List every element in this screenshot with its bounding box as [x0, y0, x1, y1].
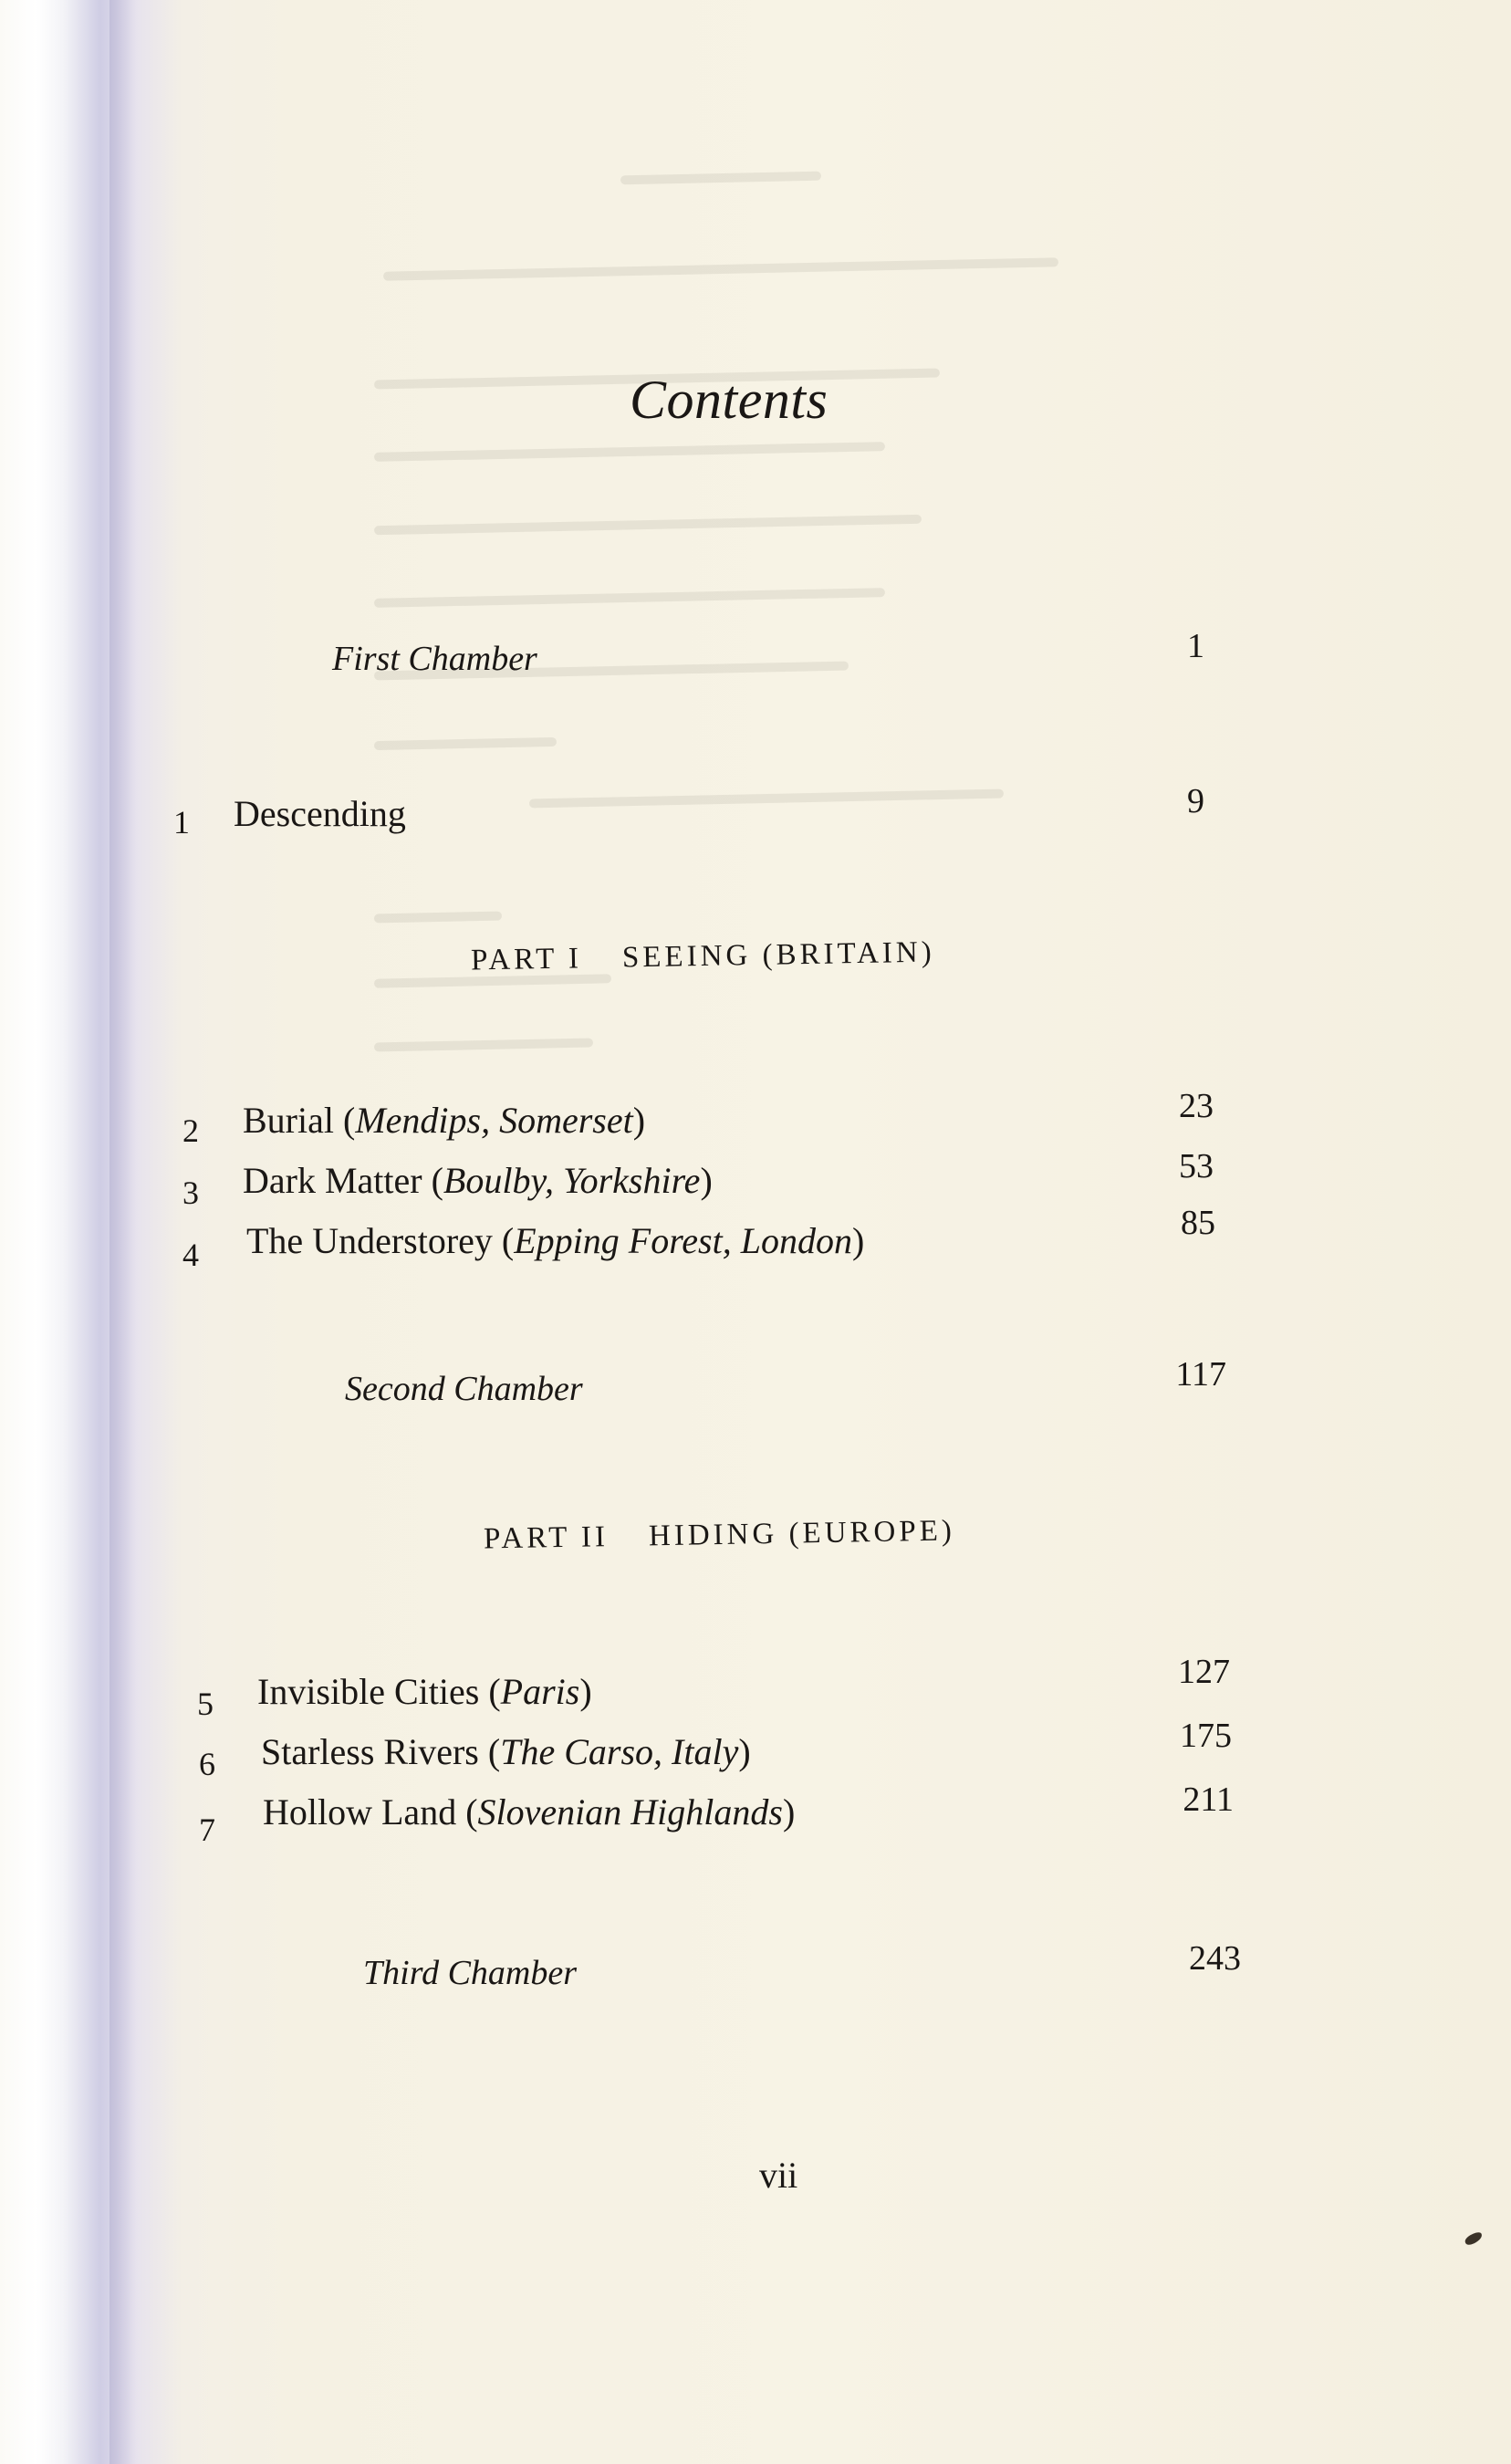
- chapter-name: Dark Matter: [243, 1160, 422, 1201]
- page-number: 85: [1181, 1204, 1215, 1242]
- chapter-number: 5: [197, 1686, 214, 1722]
- chapter-title: Starless Rivers (The Carso, Italy): [261, 1731, 751, 1772]
- chapter-place: Boulby, Yorkshire: [443, 1160, 701, 1201]
- chapter-title: Dark Matter (Boulby, Yorkshire): [243, 1160, 713, 1201]
- part-title: HIDING (EUROPE): [648, 1514, 956, 1553]
- chapter-name: Burial: [243, 1100, 334, 1141]
- chapter-number: 7: [199, 1811, 215, 1848]
- spine-shadow: [109, 0, 137, 2464]
- chapter-name: Starless Rivers: [261, 1731, 479, 1772]
- chamber-title: First Chamber: [332, 640, 537, 678]
- part-heading: [484, 1514, 955, 1556]
- page-number: 211: [1183, 1780, 1234, 1819]
- chapter-name: Invisible Cities: [257, 1671, 480, 1712]
- chapter-place: Slovenian Highlands: [477, 1791, 783, 1832]
- chapter-title: [234, 792, 406, 835]
- page-number: 175: [1180, 1717, 1232, 1755]
- page-title: Contents: [630, 370, 828, 430]
- chapter-place: Epping Forest, London: [514, 1220, 852, 1261]
- page-number: 53: [1179, 1147, 1214, 1185]
- page-number: 9: [1187, 782, 1204, 820]
- chapter-number: 3: [182, 1175, 199, 1211]
- part-heading: [471, 936, 935, 978]
- page-number: 117: [1175, 1355, 1226, 1394]
- page-number: 23: [1179, 1087, 1214, 1125]
- chapter-place: The Carso, Italy: [500, 1731, 739, 1772]
- part-label: PART II: [483, 1520, 610, 1556]
- page-number: 1: [1187, 627, 1204, 665]
- chapter-title: Hollow Land (Slovenian Highlands): [263, 1791, 796, 1832]
- chapter-title: The Understorey (Epping Forest, London): [246, 1220, 865, 1261]
- chapter-name: Descending: [234, 793, 406, 834]
- chamber-title: Second Chamber: [345, 1370, 583, 1408]
- page-number: 243: [1189, 1939, 1241, 1978]
- chapter-title: Burial (Mendips, Somerset): [243, 1100, 646, 1141]
- chapter-place: Paris: [500, 1671, 580, 1712]
- part-title: SEEING (BRITAIN): [621, 935, 936, 975]
- chapter-name: Hollow Land: [263, 1791, 457, 1832]
- show-through-text: [347, 155, 1442, 1068]
- chapter-number: 6: [199, 1746, 215, 1782]
- ink-speck: [1464, 2230, 1484, 2247]
- chapter-name: The Understorey: [246, 1220, 493, 1261]
- part-label: PART I: [470, 942, 583, 977]
- page-folio: vii: [759, 2155, 798, 2196]
- chapter-number: 1: [173, 804, 190, 840]
- chapter-number: 2: [182, 1112, 199, 1149]
- chapter-title: Invisible Cities (Paris): [257, 1671, 592, 1712]
- chapter-number: 4: [182, 1237, 199, 1273]
- page-number: 127: [1178, 1653, 1230, 1691]
- chamber-title: Third Chamber: [363, 1954, 578, 1992]
- chapter-place: Mendips, Somerset: [355, 1100, 633, 1141]
